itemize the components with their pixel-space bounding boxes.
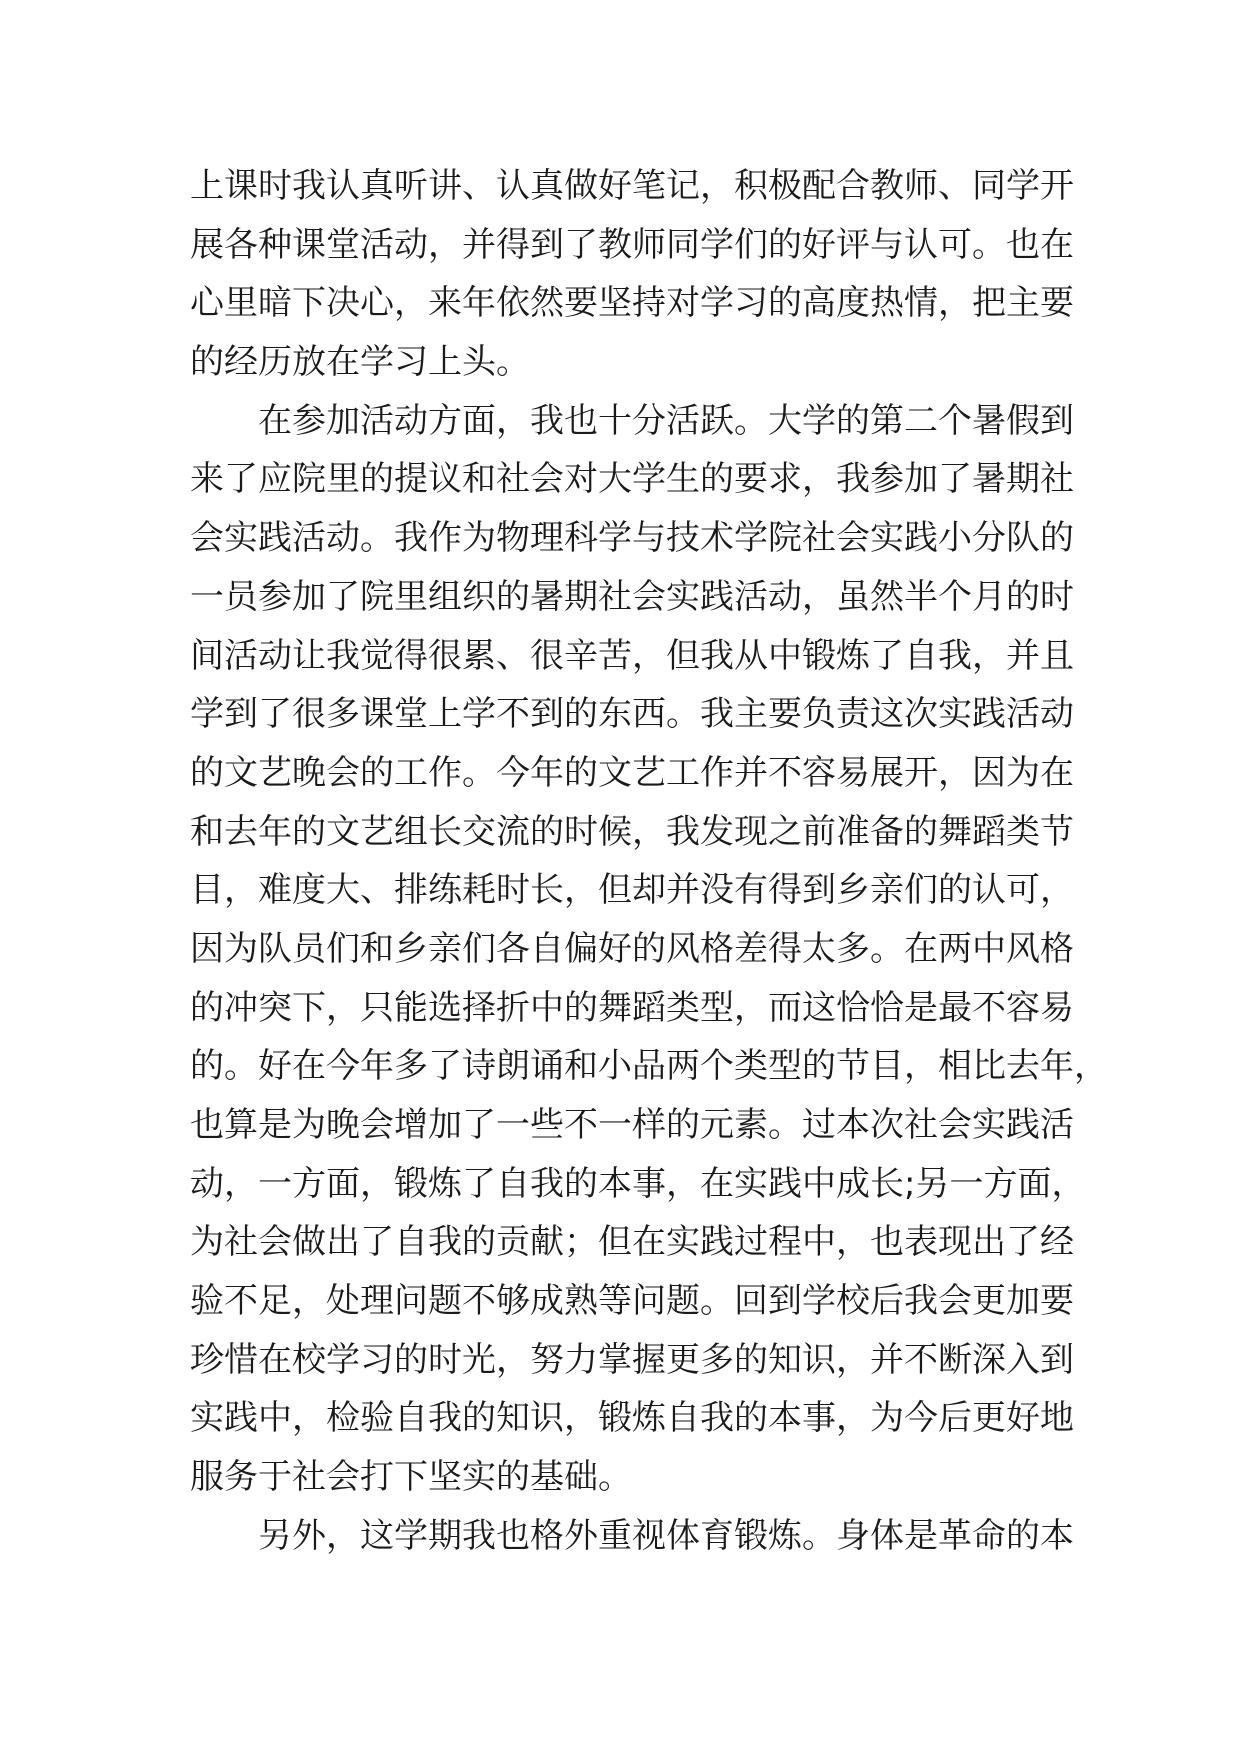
body-text bbox=[190, 157, 1108, 1566]
text-line: 和去年的文艺组长交流的时候，我发现之前准备的舞蹈类节 bbox=[190, 811, 1074, 852]
text-line: 的冲突下，只能选择折中的舞蹈类型，而这恰恰是最不容易 bbox=[190, 987, 1074, 1028]
text-line: 验不足，处理问题不够成熟等问题。回到学校后我会更加要 bbox=[190, 1281, 1074, 1322]
text-line: 展各种课堂活动，并得到了教师同学们的好评与认可。也在 bbox=[190, 224, 1074, 265]
text-line: 上课时我认真听讲、认真做好笔记，积极配合教师、同学开 bbox=[190, 166, 1074, 206]
text-line: 因为队员们和乡亲们各自偏好的风格差得太多。在两中风格 bbox=[190, 928, 1074, 969]
text-line: 间活动让我觉得很累、很辛苦，但我从中锻炼了自我，并且 bbox=[190, 635, 1074, 676]
text-line: 珍惜在校学习的时光，努力掌握更多的知识，并不断深入到 bbox=[190, 1339, 1074, 1380]
text-line: 学到了很多课堂上学不到的东西。我主要负责这次实践活动 bbox=[190, 694, 1074, 735]
text-line: 会实践活动。我作为物理科学与技术学院社会实践小分队的 bbox=[190, 518, 1074, 559]
text-line: 在参加活动方面，我也十分活跃。大学的第二个暑假到 bbox=[258, 400, 1074, 441]
text-line: 一员参加了院里组织的暑期社会实践活动，虽然半个月的时 bbox=[190, 576, 1074, 617]
text-line: 实践中，检验自我的知识，锻炼自我的本事，为今后更好地 bbox=[190, 1398, 1074, 1439]
text-line: 目，难度大、排练耗时长，但却并没有得到乡亲们的认可， bbox=[190, 870, 1074, 911]
text-line: 服务于社会打下坚实的基础。 bbox=[190, 1457, 632, 1498]
text-line: 来了应院里的提议和社会对大学生的要求，我参加了暑期社 bbox=[190, 459, 1074, 500]
text-line: 的。好在今年多了诗朗诵和小品两个类型的节目，相比去年， bbox=[190, 1046, 1108, 1087]
text-line: 的经历放在学习上头。 bbox=[190, 342, 530, 383]
text-line: 为社会做出了自我的贡献；但在实践过程中，也表现出了经 bbox=[190, 1222, 1074, 1263]
text-line: 的文艺晚会的工作。今年的文艺工作并不容易展开，因为在 bbox=[190, 752, 1074, 793]
text-line: 动，一方面，锻炼了自我的本事，在实践中成长;另一方面， bbox=[190, 1163, 1086, 1204]
text-line: 心里暗下决心，来年依然要坚持对学习的高度热情，把主要 bbox=[190, 283, 1074, 324]
text-line: 另外，这学期我也格外重视体育锻炼。身体是革命的本 bbox=[258, 1515, 1074, 1556]
text-line: 也算是为晚会增加了一些不一样的元素。过本次社会实践活 bbox=[190, 1105, 1074, 1145]
